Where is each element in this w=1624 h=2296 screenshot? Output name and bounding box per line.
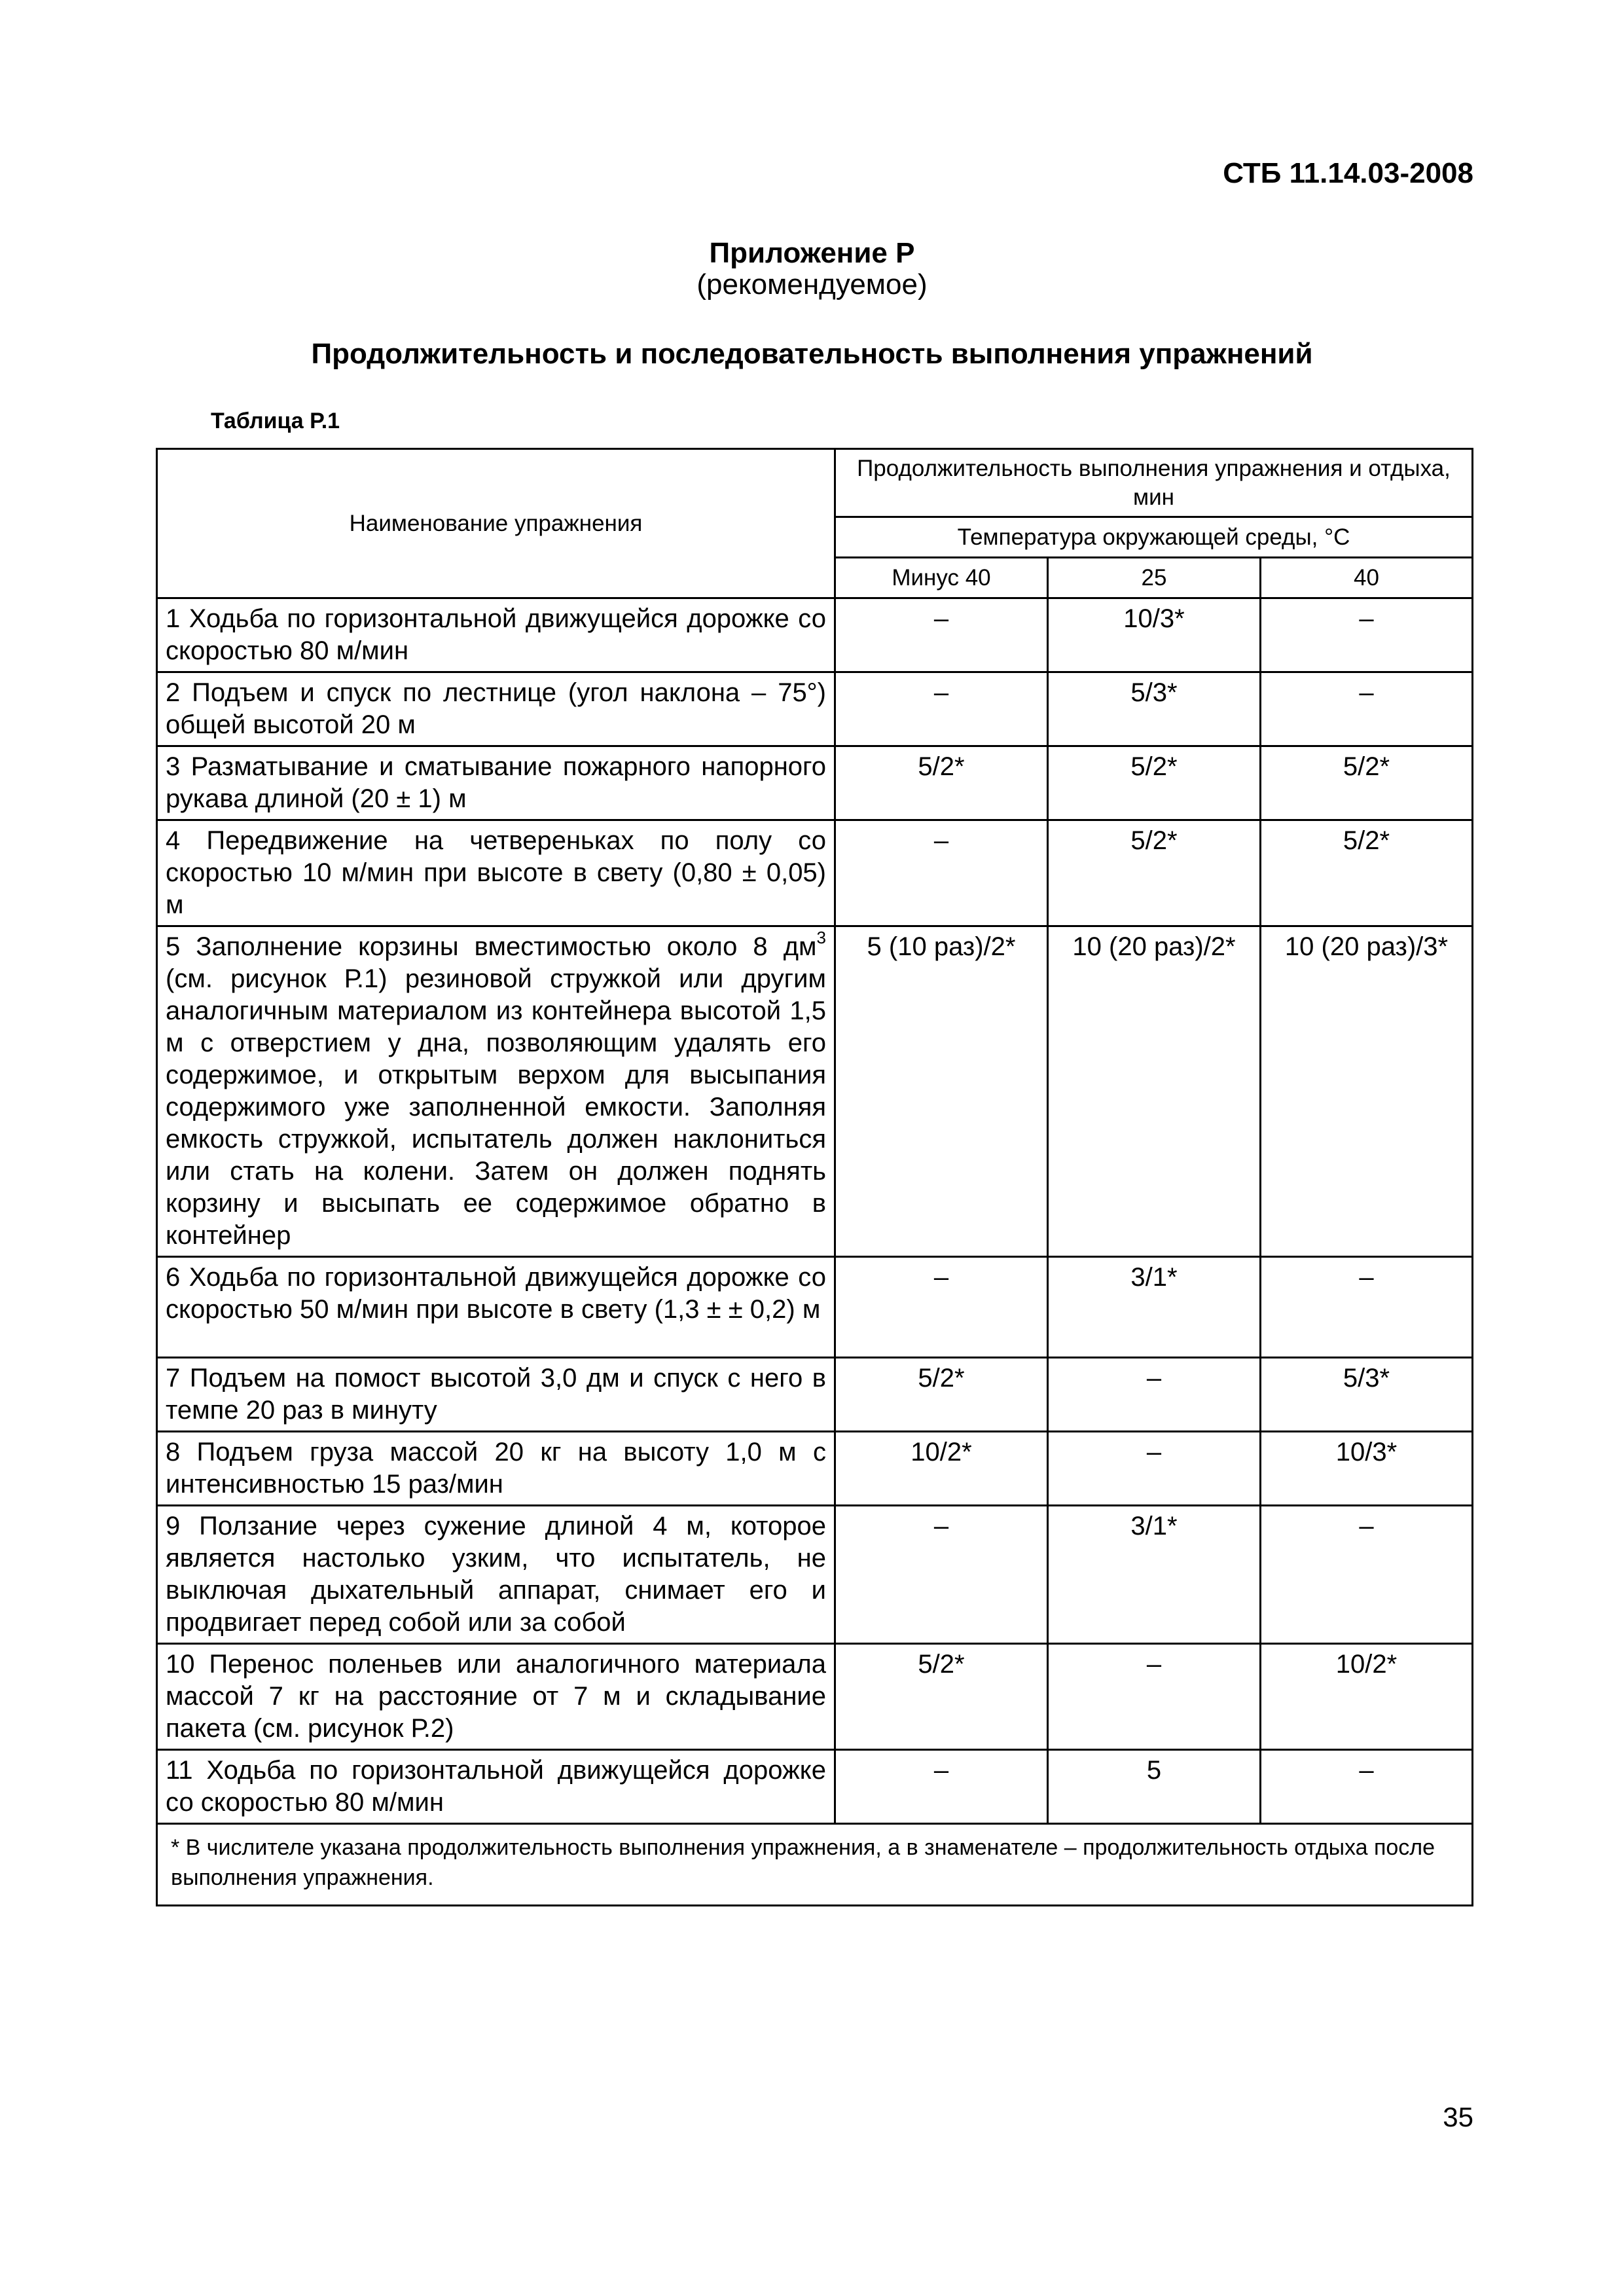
value-minus-40: – — [835, 1750, 1048, 1824]
value-minus-40: 5/2* — [835, 746, 1048, 820]
exercise-name: 2 Подъем и спуск по лестнице (угол наклона – 75°) общей высотой 20 м — [157, 672, 835, 746]
table-row — [157, 1644, 1473, 1750]
value-40: 10/3* — [1261, 1432, 1473, 1506]
value-40: – — [1261, 1750, 1473, 1824]
value-minus-40: – — [835, 820, 1048, 926]
table-footnote: * В числителе указана продолжительность выполнения упражнения, а в знаменателе – продолжительность отдыха после выполнения упражнения. — [157, 1824, 1473, 1906]
table-row — [157, 598, 1473, 672]
value-40: – — [1261, 1257, 1473, 1358]
exercise-name: 8 Подъем груза массой 20 кг на высоту 1,0 м с интенсивностью 15 раз/мин — [157, 1432, 835, 1506]
exercise-name: 6 Ходьба по горизонтальной движущейся дорожке со скоростью 50 м/мин при высоте в свету (1,3 ± ± 0,2) м — [157, 1257, 835, 1358]
header-duration-group: Продолжительность выполнения упражнения и отдыха, мин — [835, 449, 1473, 517]
exercise-name — [157, 926, 835, 1257]
header-temp-40: 40 — [1261, 558, 1473, 598]
value-25: 3/1* — [1048, 1506, 1261, 1644]
exercise-name: 7 Подъем на помост высотой 3,0 дм и спуск с него в темпе 20 раз в минуту — [157, 1358, 835, 1432]
value-25: 5/2* — [1048, 820, 1261, 926]
value-minus-40: – — [835, 1506, 1048, 1644]
value-25: – — [1048, 1432, 1261, 1506]
table-row — [157, 672, 1473, 746]
table-header-row — [157, 449, 1473, 517]
value-40: – — [1261, 672, 1473, 746]
header-temp-minus-40: Минус 40 — [835, 558, 1048, 598]
value-minus-40: – — [835, 672, 1048, 746]
header-temp-25: 25 — [1048, 558, 1261, 598]
value-25: 5/3* — [1048, 672, 1261, 746]
table-caption: Таблица Р.1 — [211, 409, 340, 433]
value-25: 5 — [1048, 1750, 1261, 1824]
exercise-name: 1 Ходьба по горизонтальной движущейся дорожке со скоростью 80 м/мин — [157, 598, 835, 672]
value-25: – — [1048, 1358, 1261, 1432]
exercise-name: 11 Ходьба по горизонтальной движущейся дорожке со скоростью 80 м/мин — [157, 1750, 835, 1824]
value-25: 5/2* — [1048, 746, 1261, 820]
document-code: СТБ 11.14.03-2008 — [1223, 157, 1473, 189]
table-row — [157, 746, 1473, 820]
table-row — [157, 926, 1473, 1257]
exercise-name: 10 Перенос поленьев или аналогичного материала массой 7 кг на расстояние от 7 м и складывание пакета (см. рисунок Р.2) — [157, 1644, 835, 1750]
header-exercise-name: Наименование упражнения — [157, 449, 835, 598]
table-row — [157, 820, 1473, 926]
value-25: 10/3* — [1048, 598, 1261, 672]
value-40: 5/2* — [1261, 746, 1473, 820]
value-minus-40: 5/2* — [835, 1644, 1048, 1750]
superscript-3: 3 — [816, 928, 826, 947]
table-row — [157, 1257, 1473, 1358]
exercise-name-part: 5 Заполнение корзины вместимостью около 8 дм — [166, 932, 817, 961]
value-minus-40: – — [835, 598, 1048, 672]
exercise-table — [156, 448, 1473, 1906]
exercise-name: 4 Передвижение на четвереньках по полу со скоростью 10 м/мин при высоте в свету (0,80 ± 0,05) м — [157, 820, 835, 926]
header-temperature-group: Температура окружающей среды, °С — [835, 517, 1473, 558]
value-40: – — [1261, 598, 1473, 672]
value-40: – — [1261, 1506, 1473, 1644]
value-40: 5/3* — [1261, 1358, 1473, 1432]
exercise-name-part: (см. рисунок Р.1) резиновой стружкой или другим аналогичным материалом из контейнера высотой 1,5 м с отверстием у дна, позволяющим удалять его содержимое, и открытым верхом для высыпания содержимого уже заполненной емкости. Заполняя емкость стружкой, испытатель должен наклониться или стать на колени. Затем он должен поднять корзину и высыпать ее содержимое обратно в контейнер — [166, 964, 826, 1250]
exercise-name: 9 Ползание через сужение длиной 4 м, которое является настолько узким, что испытатель, не выключая дыхательный аппарат, снимает его и продвигает перед собой или за собой — [157, 1506, 835, 1644]
value-minus-40: 10/2* — [835, 1432, 1048, 1506]
value-25: 10 (20 раз)/2* — [1048, 926, 1261, 1257]
value-40: 5/2* — [1261, 820, 1473, 926]
value-minus-40: – — [835, 1257, 1048, 1358]
table-row — [157, 1358, 1473, 1432]
table-row — [157, 1432, 1473, 1506]
table-row — [157, 1506, 1473, 1644]
value-25: 3/1* — [1048, 1257, 1261, 1358]
table-row — [157, 1750, 1473, 1824]
value-minus-40: 5 (10 раз)/2* — [835, 926, 1048, 1257]
value-25: – — [1048, 1644, 1261, 1750]
section-title: Продолжительность и последовательность выполнения упражнений — [311, 338, 1313, 370]
value-40: 10/2* — [1261, 1644, 1473, 1750]
annex-title: Приложение Р — [709, 237, 915, 269]
table-footnote-row — [157, 1824, 1473, 1906]
page-number: 35 — [1443, 2102, 1473, 2132]
value-minus-40: 5/2* — [835, 1358, 1048, 1432]
value-40: 10 (20 раз)/3* — [1261, 926, 1473, 1257]
annex-subtitle: (рекомендуемое) — [696, 268, 928, 301]
exercise-name: 3 Разматывание и сматывание пожарного напорного рукава длиной (20 ± 1) м — [157, 746, 835, 820]
